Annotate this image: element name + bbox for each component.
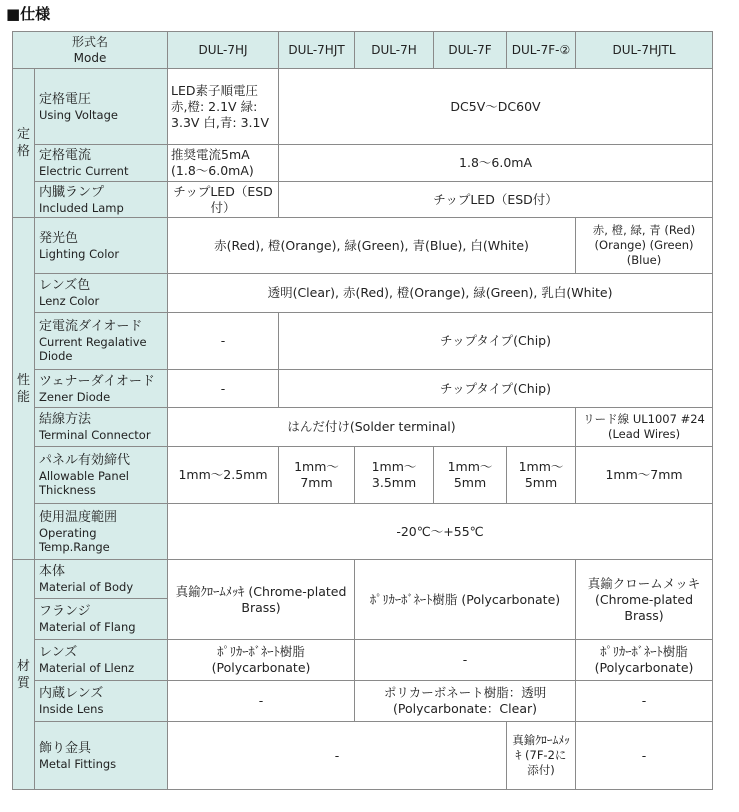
mode-header-jp: 形式名 (72, 35, 109, 49)
table-row (13, 218, 713, 274)
spec-table (12, 31, 713, 790)
table-row (13, 722, 713, 790)
row-label-jp: レンズ (39, 645, 78, 660)
row-label-en: Operating Temp.Range (39, 525, 110, 554)
model-header: DUL-7F (434, 32, 507, 69)
model-header: DUL-7H (355, 32, 434, 69)
row-label-en: Electric Current (39, 164, 129, 178)
fittings-last-cell: - (576, 722, 713, 790)
table-row (13, 681, 713, 722)
voltage-rest-cell: DC5V～DC60V (279, 69, 713, 145)
table-row (13, 504, 713, 560)
row-label-temp (35, 504, 168, 560)
table-row (13, 274, 713, 313)
temp-cell: -20℃～+55℃ (168, 504, 713, 560)
crd-first-cell: - (168, 313, 279, 370)
row-label-body (35, 560, 168, 599)
inside-lens-last-cell: - (576, 681, 713, 722)
spec-table-container (12, 31, 713, 790)
table-row (13, 447, 713, 504)
row-label-jp: 内蔵レンズ (39, 686, 104, 701)
lens-color-cell: 透明(Clear), 赤(Red), 橙(Orange), 緑(Green), 乳白(White) (168, 274, 713, 313)
category-label: 材質 (16, 658, 30, 691)
category-performance (13, 218, 35, 560)
mode-header-en: Mode (73, 51, 107, 65)
panel-cell: 1mm～ 5mm (434, 447, 507, 504)
inside-lens-middle-cell: ポリカーボネート樹脂：透明 (Polycarbonate：Clear) (355, 681, 576, 722)
panel-cell: 1mm～7mm (576, 447, 713, 504)
row-label-en: Material of Flang (39, 620, 136, 634)
row-label-en: Material of Body (39, 580, 134, 594)
row-label-voltage (35, 69, 168, 145)
row-label-en: Lighting Color (39, 246, 120, 261)
model-header: DUL-7HJTL (576, 32, 713, 69)
section-title: ■仕様 (6, 5, 51, 23)
row-label-lens-color (35, 274, 168, 313)
row-label-jp: パネル有効締代 (39, 453, 131, 468)
body-last-cell: 真鍮クロームメッキ (Chrome-plated Brass) (576, 560, 713, 640)
table-row (13, 145, 713, 182)
row-label-jp: 結線方法 (39, 412, 92, 427)
lamp-rest-cell: チップLED（ESD付） (279, 182, 713, 218)
row-label-fittings (35, 722, 168, 790)
color-main-cell: 赤(Red), 橙(Orange), 緑(Green), 青(Blue), 白(White) (168, 218, 576, 274)
row-label-jp: 定電流ダイオード (39, 319, 143, 334)
panel-cell: 1mm～ 5mm (507, 447, 576, 504)
row-label-en: Material of Llenz (39, 661, 135, 675)
mode-header (13, 32, 168, 69)
header-row (13, 32, 713, 69)
row-label-panel (35, 447, 168, 504)
crd-rest-cell: チップタイプ(Chip) (279, 313, 713, 370)
row-label-lens (35, 640, 168, 681)
row-label-en: Allowable Panel Thickness (39, 469, 129, 497)
row-label-jp: 定格電圧 (39, 91, 92, 107)
row-label-en: Current Regalative Diode (39, 335, 147, 363)
row-label-jp: 飾り金具 (39, 740, 92, 756)
category-material (13, 560, 35, 790)
lens-middle-cell: - (355, 640, 576, 681)
row-label-jp: 内臓ランプ (39, 184, 105, 200)
row-label-jp: フランジ (39, 604, 91, 619)
category-rating (13, 69, 35, 218)
row-label-color (35, 218, 168, 274)
current-first-cell: 推奨電流5mA (1.8～6.0mA) (168, 145, 279, 182)
row-label-en: Metal Fittings (39, 756, 117, 771)
inside-lens-first-cell: - (168, 681, 355, 722)
table-row (13, 560, 713, 599)
row-label-jp: 本体 (39, 564, 66, 579)
row-label-jp: 使用温度範囲 (39, 509, 118, 525)
row-label-zener (35, 370, 168, 408)
table-row (13, 182, 713, 218)
row-label-jp: レンズ色 (39, 278, 91, 293)
zener-first-cell: - (168, 370, 279, 408)
row-label-jp: 定格電流 (39, 148, 92, 163)
row-label-crd (35, 313, 168, 370)
lens-first-cell: ﾎﾟﾘｶｰﾎﾞﾈｰﾄ樹脂 (Polycarbonate) (168, 640, 355, 681)
table-row (13, 408, 713, 447)
model-header: DUL-7HJT (279, 32, 355, 69)
fittings-f2-cell: 真鍮ｸﾛｰﾑﾒｯｷ (7F-2に添付) (507, 722, 576, 790)
fittings-first-cell: - (168, 722, 507, 790)
row-label-jp: ツェナーダイオード (39, 373, 155, 389)
model-header: DUL-7F-② (507, 32, 576, 69)
row-label-flange (35, 599, 168, 640)
row-label-lamp (35, 182, 168, 218)
table-row (13, 69, 713, 145)
voltage-first-cell: LED素子順電圧 赤,橙: 2.1V 緑: 3.3V 白,青: 3.1V (168, 69, 279, 145)
zener-rest-cell: チップタイプ(Chip) (279, 370, 713, 408)
table-row (13, 370, 713, 408)
lamp-first-cell: チップLED（ESD付） (168, 182, 279, 218)
panel-cell: 1mm～ 3.5mm (355, 447, 434, 504)
lens-last-cell: ﾎﾟﾘｶｰﾎﾞﾈｰﾄ樹脂 (Polycarbonate) (576, 640, 713, 681)
body-pc-cell: ﾎﾟﾘｶｰﾎﾞﾈｰﾄ樹脂 (Polycarbonate) (355, 560, 576, 640)
panel-cell: 1mm～2.5mm (168, 447, 279, 504)
category-label: 性能 (16, 372, 30, 405)
terminal-main-cell: はんだ付け(Solder terminal) (168, 408, 576, 447)
row-label-inside-lens (35, 681, 168, 722)
current-rest-cell: 1.8～6.0mA (279, 145, 713, 182)
table-row (13, 640, 713, 681)
row-label-en: Zener Diode (39, 389, 111, 404)
row-label-current (35, 145, 168, 182)
category-label: 定格 (16, 127, 30, 159)
row-label-en: Inside Lens (39, 702, 104, 716)
color-last-cell: 赤, 橙, 緑, 青 (Red)(Orange) (Green)(Blue) (576, 218, 713, 274)
row-label-jp: 発光色 (39, 230, 79, 246)
row-label-en: Terminal Connector (39, 428, 151, 442)
terminal-last-cell: リード線 UL1007 #24 (Lead Wires) (576, 408, 713, 447)
panel-cell: 1mm～ 7mm (279, 447, 355, 504)
row-label-en: Lenz Color (39, 294, 100, 308)
table-row (13, 313, 713, 370)
row-label-en: Included Lamp (39, 200, 124, 215)
row-label-terminal (35, 408, 168, 447)
body-brass-cell: 真鍮ｸﾛｰﾑﾒｯｷ (Chrome-plated Brass) (168, 560, 355, 640)
model-header: DUL-7HJ (168, 32, 279, 69)
row-label-en: Using Voltage (39, 107, 118, 122)
